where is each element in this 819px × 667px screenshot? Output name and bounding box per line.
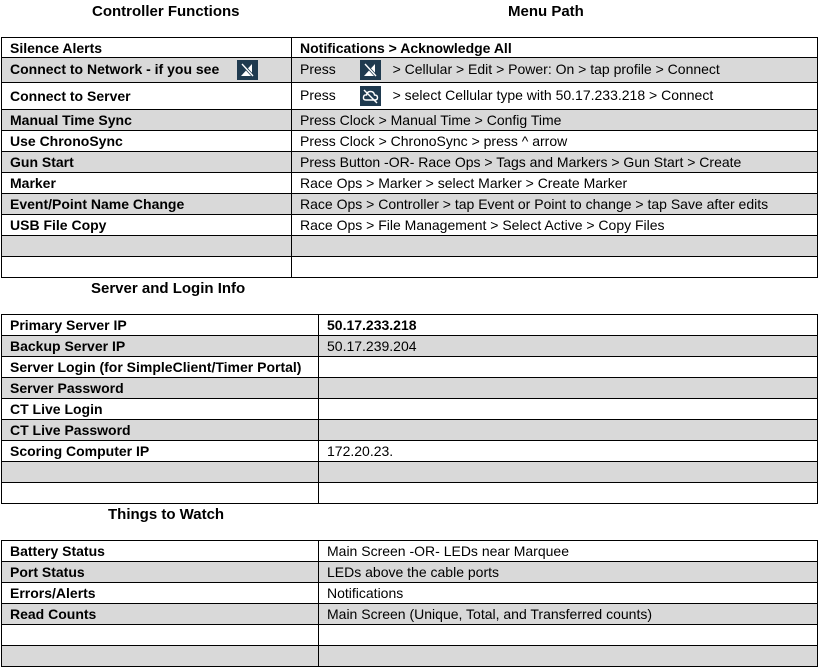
table-row <box>2 378 818 399</box>
table-row <box>2 83 818 110</box>
row-label <box>2 483 319 504</box>
table-row <box>2 646 818 667</box>
table-row <box>2 541 818 562</box>
no-network-icon <box>360 60 381 80</box>
table-row <box>2 38 818 58</box>
row-value <box>319 646 818 667</box>
row-value <box>319 378 818 399</box>
row-label: Primary Server IP <box>2 315 319 336</box>
table-row <box>2 562 818 583</box>
server-login-table <box>1 314 818 504</box>
table-row <box>2 441 818 462</box>
table-row <box>2 152 818 173</box>
no-network-icon <box>237 60 258 80</box>
table-row <box>2 625 818 646</box>
row-value-prefix: Press <box>300 60 336 77</box>
row-value: Notifications > Acknowledge All <box>292 38 818 58</box>
row-value: 50.17.233.218 <box>319 315 818 336</box>
row-value-suffix: > select Cellular type with 50.17.233.218 > Connect <box>392 86 714 103</box>
row-value <box>319 483 818 504</box>
row-label: Manual Time Sync <box>2 110 292 131</box>
row-label: CT Live Password <box>2 420 319 441</box>
row-label <box>2 646 319 667</box>
row-value: Press Clock > ChronoSync > press ^ arrow <box>292 131 818 152</box>
row-value-prefix: Press <box>300 86 336 103</box>
row-label: Read Counts <box>2 604 319 625</box>
row-value: Main Screen (Unique, Total, and Transferred counts) <box>319 604 818 625</box>
table-row <box>2 194 818 215</box>
row-label: Connect to Network - if you see <box>10 60 220 77</box>
row-value: Main Screen -OR- LEDs near Marquee <box>319 541 818 562</box>
row-value: LEDs above the cable ports <box>319 562 818 583</box>
row-label: Use ChronoSync <box>2 131 292 152</box>
table-row <box>2 315 818 336</box>
heading-menu-path: Menu Path <box>508 3 584 20</box>
row-label: Server Login (for SimpleClient/Timer Portal) <box>2 357 319 378</box>
table-row <box>2 215 818 236</box>
row-value <box>292 236 818 257</box>
cloud-disconnected-icon <box>360 86 381 106</box>
row-value <box>319 625 818 646</box>
heading-controller-functions: Controller Functions <box>92 3 240 20</box>
row-label: Port Status <box>2 562 319 583</box>
table-row <box>2 399 818 420</box>
table-row <box>2 257 818 278</box>
row-value <box>292 257 818 278</box>
row-label: USB File Copy <box>2 215 292 236</box>
row-value-cell <box>292 58 818 83</box>
table-row <box>2 131 818 152</box>
controller-functions-table <box>1 37 818 278</box>
table-row <box>2 58 818 83</box>
table-row <box>2 336 818 357</box>
row-label <box>2 462 319 483</box>
heading-things-to-watch: Things to Watch <box>108 506 225 523</box>
heading-server-login: Server and Login Info <box>91 280 246 297</box>
row-label <box>2 625 319 646</box>
table-row <box>2 110 818 131</box>
row-label: Marker <box>2 173 292 194</box>
table-row <box>2 604 818 625</box>
row-value-cell <box>292 83 818 110</box>
row-value: Race Ops > Controller > tap Event or Point to change > tap Save after edits <box>292 194 818 215</box>
row-value <box>319 357 818 378</box>
table-row <box>2 173 818 194</box>
table-row <box>2 236 818 257</box>
row-value: Race Ops > Marker > select Marker > Create Marker <box>292 173 818 194</box>
row-label: Event/Point Name Change <box>2 194 292 215</box>
table-row <box>2 583 818 604</box>
row-value: Press Button -OR- Race Ops > Tags and Markers > Gun Start > Create <box>292 152 818 173</box>
row-value <box>319 399 818 420</box>
row-label: Gun Start <box>2 152 292 173</box>
row-label: Backup Server IP <box>2 336 319 357</box>
row-label: Battery Status <box>2 541 319 562</box>
row-label: Silence Alerts <box>2 38 292 58</box>
row-label <box>2 236 292 257</box>
row-value: 50.17.239.204 <box>319 336 818 357</box>
row-value: Press Clock > Manual Time > Config Time <box>292 110 818 131</box>
table-row <box>2 462 818 483</box>
table-row <box>2 483 818 504</box>
row-label-cell <box>2 58 292 83</box>
row-label: Connect to Server <box>2 83 292 110</box>
row-value: Notifications <box>319 583 818 604</box>
things-to-watch-table <box>1 540 818 667</box>
row-value: 172.20.23. <box>319 441 818 462</box>
row-label: CT Live Login <box>2 399 319 420</box>
row-value <box>319 462 818 483</box>
row-label: Scoring Computer IP <box>2 441 319 462</box>
row-value <box>319 420 818 441</box>
row-value-suffix: > Cellular > Edit > Power: On > tap profile > Connect <box>392 60 720 77</box>
row-value: Race Ops > File Management > Select Active > Copy Files <box>292 215 818 236</box>
table-row <box>2 420 818 441</box>
row-label: Errors/Alerts <box>2 583 319 604</box>
row-label: Server Password <box>2 378 319 399</box>
row-label <box>2 257 292 278</box>
table-row <box>2 357 818 378</box>
